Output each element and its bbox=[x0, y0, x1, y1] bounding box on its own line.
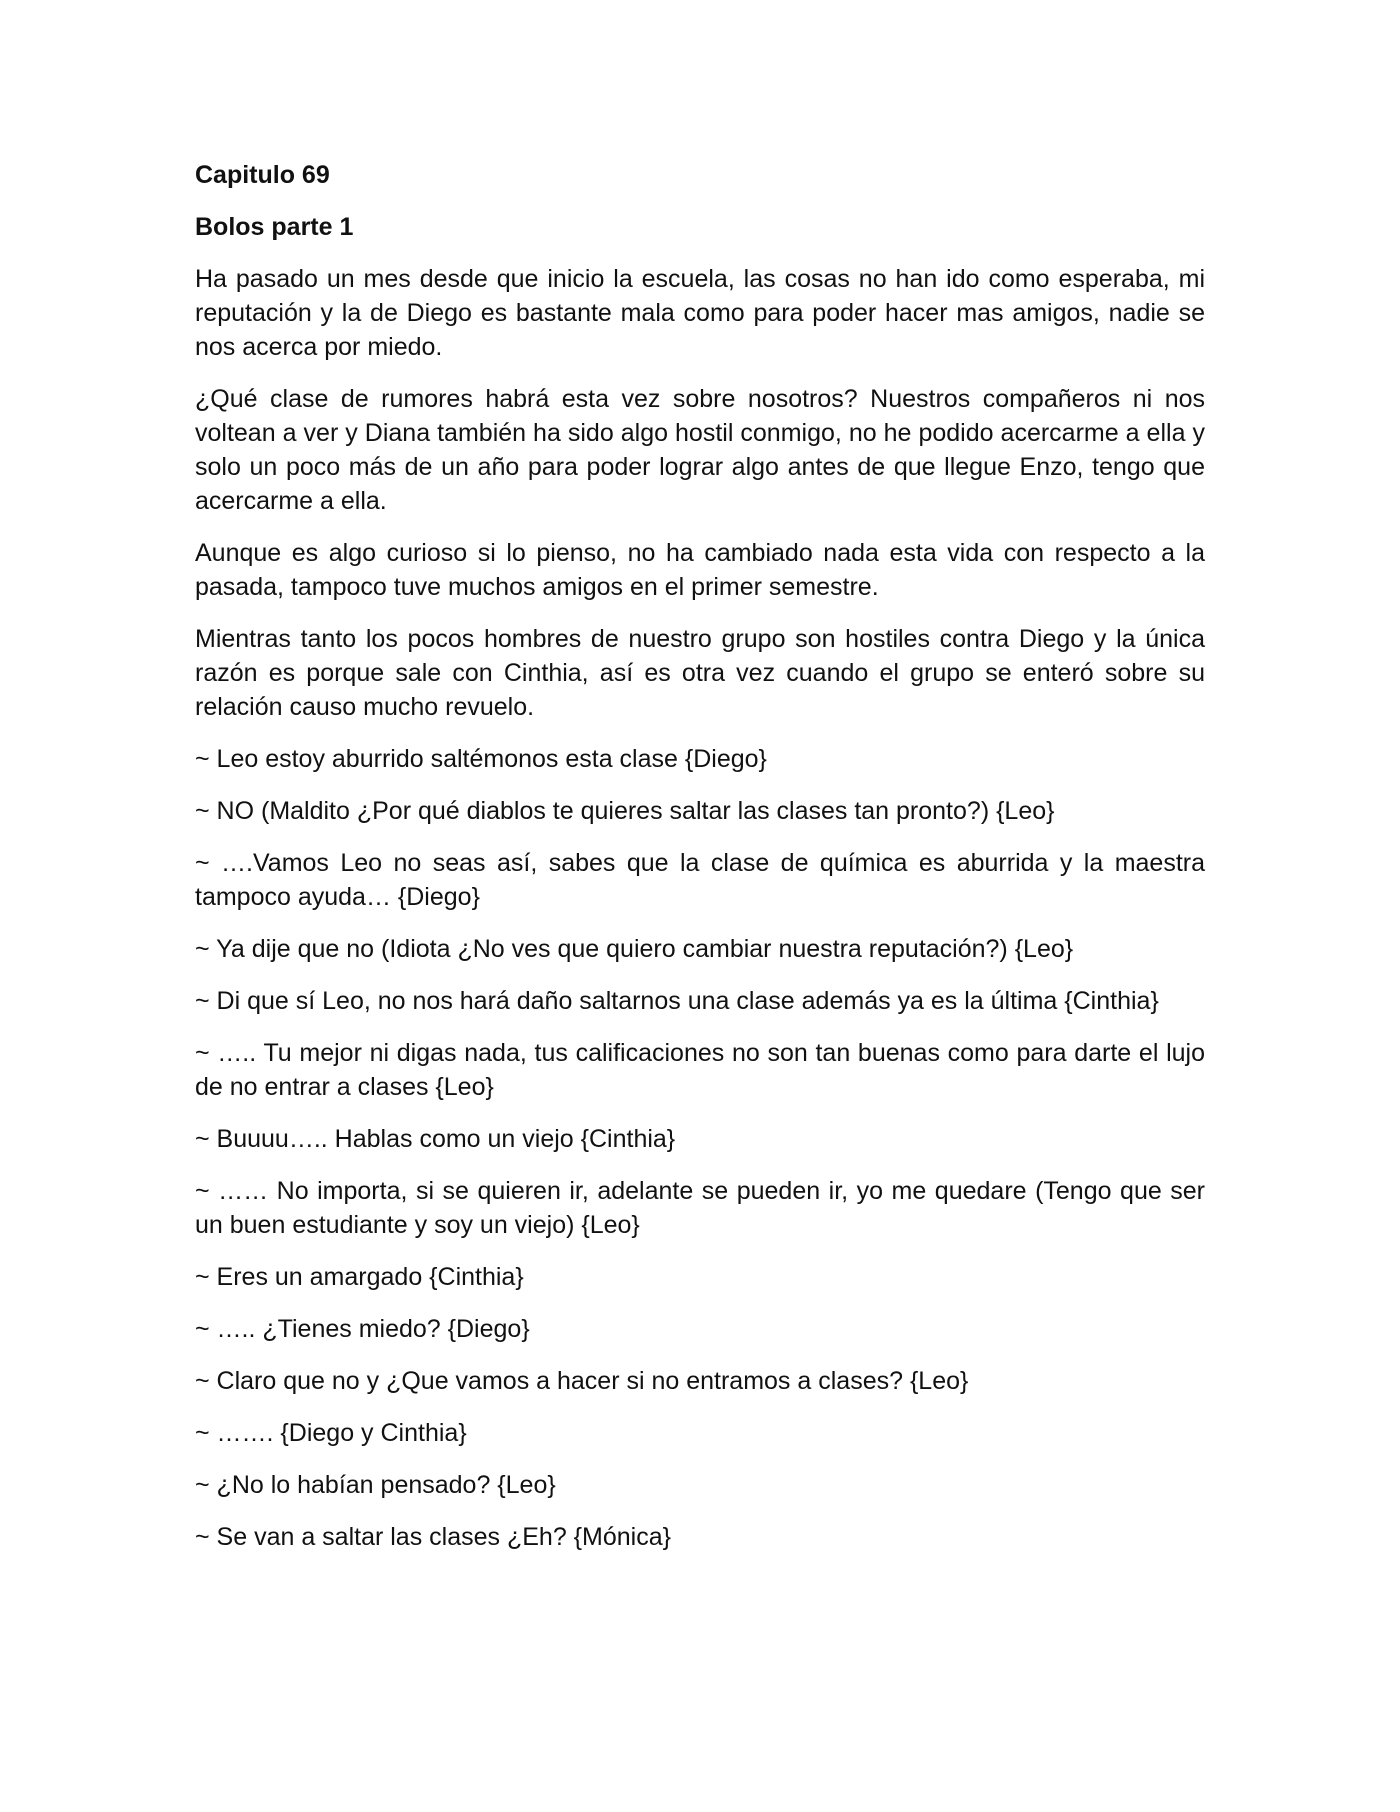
document-page bbox=[195, 158, 1205, 1572]
paragraph: Aunque es algo curioso si lo pienso, no ha cambiado nada esta vida con respecto a la pasada, tampoco tuve muchos amigos en el primer semestre. bbox=[195, 539, 1205, 601]
dialogue-line: ~ Eres un amargado {Cinthia} bbox=[195, 1263, 524, 1291]
dialogue-line: ~ Di que sí Leo, no nos hará daño saltarnos una clase además ya es la última {Cinthia} bbox=[195, 987, 1159, 1015]
chapter-subtitle: Bolos parte 1 bbox=[195, 213, 354, 241]
dialogue-line: ~ Se van a saltar las clases ¿Eh? {Mónica} bbox=[195, 1523, 671, 1551]
paragraph: Mientras tanto los pocos hombres de nuestro grupo son hostiles contra Diego y la única razón es porque sale con Cinthia, así es otra vez cuando el grupo se enteró sobre su relación causo mucho revuelo. bbox=[195, 625, 1205, 721]
dialogue-line: ~ ….Vamos Leo no seas así, sabes que la clase de química es aburrida y la maestra tampoco ayuda… {Diego} bbox=[195, 849, 1205, 911]
body-text bbox=[195, 262, 1205, 1554]
dialogue-line: ~ ….. ¿Tienes miedo? {Diego} bbox=[195, 1315, 530, 1343]
dialogue-line: ~ Buuuu….. Hablas como un viejo {Cinthia} bbox=[195, 1125, 676, 1153]
dialogue-line: ~ Leo estoy aburrido saltémonos esta clase {Diego} bbox=[195, 745, 767, 773]
paragraph: Ha pasado un mes desde que inicio la escuela, las cosas no han ido como esperaba, mi reputación y la de Diego es bastante mala como para poder hacer mas amigos, nadie se nos acerca por miedo. bbox=[195, 265, 1205, 361]
paragraph: ¿Qué clase de rumores habrá esta vez sobre nosotros? Nuestros compañeros ni nos voltean a ver y Diana también ha sido algo hostil conmigo, no he podido acercarme a ella y solo un poco más de un año para poder lograr algo antes de que llegue Enzo, tengo que acercarme a ella. bbox=[195, 385, 1205, 515]
chapter-title: Capitulo 69 bbox=[195, 161, 330, 189]
dialogue-line: ~ Ya dije que no (Idiota ¿No ves que quiero cambiar nuestra reputación?) {Leo} bbox=[195, 935, 1074, 963]
dialogue-line: ~ Claro que no y ¿Que vamos a hacer si no entramos a clases? {Leo} bbox=[195, 1367, 969, 1395]
dialogue-line: ~ ……. {Diego y Cinthia} bbox=[195, 1419, 467, 1447]
dialogue-line: ~ ¿No lo habían pensado? {Leo} bbox=[195, 1471, 556, 1499]
dialogue-line: ~ …… No importa, si se quieren ir, adelante se pueden ir, yo me quedare (Tengo que ser un buen estudiante y soy un viejo) {Leo} bbox=[195, 1177, 1205, 1239]
dialogue-line: ~ NO (Maldito ¿Por qué diablos te quieres saltar las clases tan pronto?) {Leo} bbox=[195, 797, 1055, 825]
dialogue-line: ~ ….. Tu mejor ni digas nada, tus calificaciones no son tan buenas como para darte el lujo de no entrar a clases {Leo} bbox=[195, 1039, 1205, 1101]
